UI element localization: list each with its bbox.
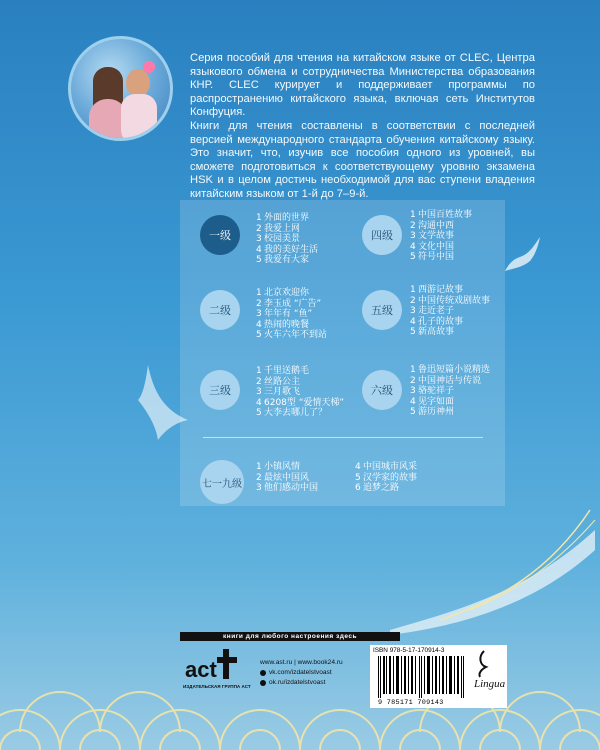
book-item: 1 北京欢迎你 [256,288,310,298]
book-item: 2 我爱上网 [256,223,301,234]
book-item: 1 西游记故事 [410,285,464,295]
book-item: 4 文化中国 [410,241,455,252]
book-item: 5 符号中国 [410,252,455,263]
level-badge-2: 二级 [200,290,240,330]
author-photo [68,36,173,141]
level-badge-6: 六级 [362,370,402,410]
website-links[interactable]: www.ast.ru | www.book24.ru [260,659,343,666]
publisher-logo [183,645,251,690]
book-item: 5 我爱有大家 [256,255,310,266]
publisher-caption: ИЗДАТЕЛЬСКАЯ ГРУППА АСТ [183,684,251,689]
divider [203,437,483,438]
book-item: 2 李玉成 “广告” [256,298,322,309]
vk-link[interactable]: vk.com/izdatelstvoast [260,668,343,678]
publisher-contacts [260,658,343,688]
ast-logo-icon [183,645,241,685]
ok-link[interactable]: ok.ru/izdatelstvoast [260,678,343,688]
book-item: 5 火车六年不到站 [256,330,328,341]
level-badge-7-9: 七一九级 [200,460,244,504]
book-item: 3 骆驼祥子 [410,386,455,397]
series-description [190,52,535,202]
ok-icon [260,680,266,686]
level-3-book-list [256,366,344,419]
level-2-book-list [256,288,327,341]
book-item: 2 最炫中国风 [256,472,310,483]
book-item: 2 沟通中西 [410,220,455,231]
barcode-digits: 9 785171 709143 [378,699,444,707]
book-item: 4 中国城市风采 [355,462,418,472]
book-item: 2 中国传统戏剧故事 [410,295,491,306]
book-item: 4 孔子的故事 [410,316,464,327]
book-item: 1 鲁迅短篇小说精选 [410,365,491,375]
book-item: 3 走近老子 [410,306,455,317]
book-item: 6 追梦之路 [355,483,400,494]
level-7-9-book-list-a [256,462,318,494]
vk-icon [260,670,266,676]
book-item: 2 丝路公主 [256,376,301,387]
tagline-bar [180,632,400,641]
level-badge-5: 五级 [362,290,402,330]
level-5-book-list [410,285,490,338]
barcode-icon [376,656,471,698]
book-item: 3 三月歌飞 [256,387,301,398]
book-item: 5 大李去哪儿了？ [256,408,328,419]
book-item: 5 游历神州 [410,407,455,418]
level-7-9-book-list-b [355,462,417,494]
book-item: 3 校园美景 [256,234,301,245]
book-item: 1 千里送鹅毛 [256,366,310,376]
imprint-logo [472,647,508,691]
tagline: книги для любого настроения здесь [223,633,357,640]
book-item: 4 6208型 “爱情天梯” [256,397,345,408]
level-4-book-list [410,210,472,263]
book-item: 5 汉学家的故事 [355,472,418,483]
book-item: 4 热闹的晚餐 [256,319,310,330]
level-6-book-list [410,365,490,418]
level-badge-3: 三级 [200,370,240,410]
isbn-number: ISBN 978-5-17-170914-3 [373,647,445,654]
level-badge-4: 四级 [362,215,402,255]
level-1-book-list [256,213,318,266]
book-item: 4 见字如面 [410,396,455,407]
book-item: 4 我的美好生活 [256,244,319,255]
description-paragraph-1: Серия пособий для чтения на китайском языке от CLEC, Центра языкового обмена и сотрудничества Министерства образования КНР. CLEC курирует и поддерживает программы по распространению китайского языка, включая сеть Институтов Конфуция. [190,52,535,119]
book-item: 3 文学故事 [410,231,455,242]
book-item: 1 外面的世界 [256,213,310,223]
lingua-logo-icon [472,647,508,691]
book-item: 1 小镇风情 [256,462,301,472]
book-item: 3 年年有 “鱼” [256,309,313,320]
description-paragraph-2: Книги для чтения составлены в соответствии с последней версией международного стандарта обучения китайскому языку. Это значит, что, изучив все пособия одного из уровней, вы сможете подготовиться к соответствующему уровню экзамена HSK и в целом достичь необходимой для вас ступени владения китайским языком от 1-й до 7–9-й. [190,119,535,200]
book-item: 5 新高故事 [410,327,455,338]
book-item: 3 他们感动中国 [256,483,319,494]
book-item: 1 中国百姓故事 [410,210,473,220]
ast-logo-text: act [185,657,217,682]
level-badge-1: 一级 [200,215,240,255]
book-item: 2 中国神话与传说 [410,375,482,386]
bird-right-decoration [505,235,545,275]
imprint-name: Lingua [474,678,506,690]
